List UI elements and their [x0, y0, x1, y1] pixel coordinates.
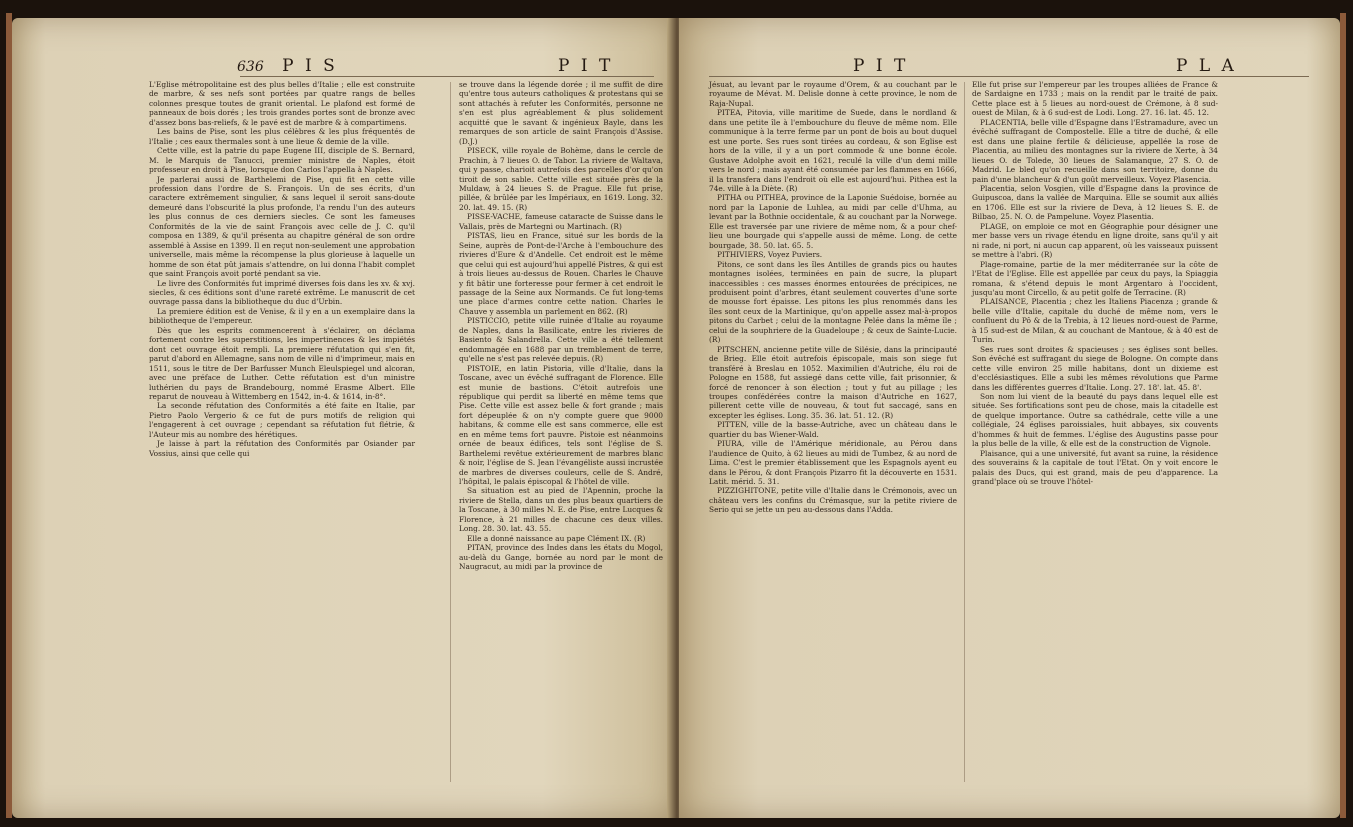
right-running-head-left: P I T [853, 56, 909, 76]
left-column-2 [459, 80, 663, 572]
book-spread [12, 8, 1342, 820]
left-col1-para: Cette ville, est la patrie du pape Eugene III, disciple de S. Bernard, M. le Marquis de Tanucci, premier ministre de Naples, étoit professeur en droit à Pise, lorsque don Carlos l'appella à Naples. [149, 146, 415, 175]
right-col1-para: PIURA, ville de l'Amérique méridionale, au Pérou dans l'audience de Quito, à 62 lieues au midi de Tumbez, & au nord de Lima. C'est le premier établissement que les Espagnols ayent eu dans le Pérou, & dont François Pizarro fit la découverte en 1531. Latit. mérid. 5. 31. [709, 439, 957, 487]
left-col1-para: Le livre des Conformités fut imprimé diverses fois dans les xv. & xvj. siecles, & ces éditions sont d'une rareté extrême. Le manuscrit de cet ouvrage passa dans la bibliotheque du duc d'Urbin. [149, 278, 415, 307]
right-col2-para: Ses rues sont droites & spacieuses ; ses églises sont belles. Son évêché est suffragant du siege de Bologne. On compte dans cette ville environ 25 mille habitans, dont un dixieme est d'ecclésiastiques. Elle a subi les mêmes révolutions que Parme dans les différentes guerres d'Italie. Long. 27. 18'. lat. 45. 8'. [972, 344, 1218, 392]
left-col2-para: PISTAS, lieu en France, situé sur les bords de la Seine, auprès de Pont-de-l'Arche à l'embouchure des rivieres d'Eure & d'Andelle. Cet endroit est le même que celui qui est aujourd'hui appellé Pistres, & qui est à trois lieues au-dessus de Rouen. Charles le Chauve y fit bâtir une forteresse pour fermer à cet endroit le passage de la Seine aux Normands. Ce fut long-tems une place d'armes contre cette nation. Charles le Chauve y assembla un parlement en 862. (R) [459, 231, 663, 316]
left-col2-para: se trouve dans la légende dorée ; il me suffit de dire qu'entre tous auteurs catholiques & protestans qui se sont attachés à refuter les Conformités, personne ne s'en est plus agréablement & plus solidement acquitté que le savant & ingénieux Bayle, dans les remarques de son article de saint François d'Assise. (D.J.) [459, 80, 663, 146]
left-col1-para: Dès que les esprits commencerent à s'éclairer, on déclama fortement contre les superstitions, les impertinences & les impiétés dont cet ouvrage étoit rempli. La premiere réfutation qui s'en fit, parut d'abord en Allemagne, sans nom de ville ni d'imprimeur, mais en 1511, sous le titre de Der Barfusser Munch Eleulspiegel und alcoran, avec une préface de Luther. Cette réfutation est d'un ministre luthérien du pays de Brandebourg, nommé Erasme Albert. Elle reparut de nouveau à Wittemberg en 1542, in-4. & 1614, in-8°. [149, 325, 415, 401]
left-folio: 636 [237, 59, 264, 75]
right-col2-para: Son nom lui vient de la beauté du pays dans lequel elle est située. Ses fortifications sont peu de chose, mais la citadelle est de quelque importance. Outre sa cathédrale, cette ville a une collégiale, 24 églises paroissiales, huit abbayes, six couvents d'hommes & huit de femmes. L'église des Augustins passe pour la plus belle de la ville, & elle est de la construction de Vignole. [972, 391, 1218, 449]
left-col1-para: La seconde réfutation des Conformités a été faite en Italie, par Pietro Paolo Vergerio & ce fut de purs motifs de religion qui l'engagerent à cet ouvrage ; cependant sa réfutation fut flétrie, & l'Auteur mis au nombre des hérétiques. [149, 401, 415, 439]
left-col1-para: Je parlerai aussi de Barthelemi de Pise, qui fit en cette ville profession dans l'ordre de S. François. Un de ses écrits, d'un caractere extrêmement singulier, & sans lequel il seroit sans-doute demeuré dans l'obscurité la plus profonde, l'a rendu l'un des auteurs les plus connus de ces derniers siecles. Ce sont les fameuses Conformités de la vie de saint François avec celle de J. C. qu'il composa en 1389, & qu'il présenta au chapitre général de son ordre assemblé à Assise en 1399. Il en reçut non-seulement une approbation universelle, mais même la récompense la plus glorieuse à laquelle un homme de son état pût jamais s'attendre, on lui donna l'habit complet que saint François avoit porté pendant sa vie. [149, 174, 415, 279]
left-col2-para: Sa situation est au pied de l'Apennin, proche la riviere de Stella, dans un des plus beaux quartiers de la Toscane, à 30 milles N. E. de Pise, entre Lucques & Florence, à 21 milles de chacune ces deux villes. Long. 28. 30. lat. 43. 55. [459, 486, 663, 534]
left-page [12, 18, 675, 818]
left-col2-para: Elle a donné naissance au pape Clément IX. (R) [467, 533, 646, 543]
left-col1-para: L'Eglise métropolitaine est des plus belles d'Italie ; elle est construite de marbre, & ses nefs sont portées par quatre rangs de belles colonnes presque toutes de granit oriental. Le plafond est formé de panneaux de bois dorés ; les trois grandes portes sont de bronze avec d'assez bons bas-reliefs, & le pavé est de marbre & à compartimens. [149, 80, 415, 127]
left-col1-para: La premiere édition est de Venise, & il y en a un exemplaire dans la bibliotheque de l'empereur. [149, 306, 415, 326]
left-col2-para: PISECK, ville royale de Bohème, dans le cercle de Prachin, à 7 lieues O. de Tabor. La riviere de Waltava, qui y passe, charioit autrefois des parcelles d'or qu'on tiroit de son sable. Cette ville est située près de la Muldaw, à 24 lieues S. de Prague. Elle fut prise, pillée, & brûlée par les Impériaux, en 1619. Long. 32. 20. lat. 49. 15. (R) [459, 146, 663, 212]
right-col1-para: PITHA ou PITHEA, province de la Laponie Suédoise, bornée au nord par la Laponie de Luhlea, au midi par celle d'Uhma, au levant par la Bothnie occidentale, & au couchant par la Norwege. Elle est traversée par une riviere de même nom, & a pour chef-lieu une bourgade qui s'appelle aussi de même. Long. de cette bourgade, 38. 50. lat. 65. 5. [709, 193, 957, 250]
left-col2-para: PITAN, province des Indes dans les états du Mogol, au-delà du Gange, bornée au nord par le mont de Naugracut, au midi par la province de [459, 543, 663, 572]
left-header-rule [240, 76, 654, 77]
right-col1-para: PITHIVIERS, Voyez Puviers. [717, 250, 823, 260]
right-col2-para: Plaisance, qui a une université, fut avant sa ruine, la résidence des souverains & la capitale de tout l'Etat. On y voit encore le palais des Ducs, qui est grand, mais de peu d'apparence. La grand'place où se trouve l'hôtel- [972, 448, 1218, 487]
right-col2-para: PLACENTIA, belle ville d'Espagne dans l'Estramadure, avec un évêché suffragant de Compostelle. Elle a titre de duché, & elle est dans une plaine fertile & délicieuse, appellée la rose de Placentia, au milieu des montagnes sur la riviere de Xerte, à 34 lieues O. de Tolede, 30 lieues de Salamanque, 27 S. O. de Madrid. Le bled qu'on recueille dans son territoire, donne du pain d'une blancheur & d'un goût merveilleux. Voyez Plasencia. [972, 117, 1218, 184]
right-column-2 [972, 80, 1218, 486]
left-col2-para: PISTICCIO, petite ville ruinée d'Italie au royaume de Naples, dans la Basilicate, entre les rivieres de Basiento & Salandrella. Cette ville a été tellement endommagée en 1688 par un tremblement de terre, qu'elle ne s'est pas relevée depuis. (R) [459, 316, 663, 364]
right-col2-para: Plage-romaine, partie de la mer méditerranée sur la côte de l'Etat de l'Eglise. Elle est appellée par ceux du pays, la Spiaggia romana, & s'étend depuis le mont Argentaro à l'occident, jusqu'au mont Circello, & au petit golfe de Terracine. (R) [972, 259, 1218, 297]
right-col2-para: Elle fut prise sur l'empereur par les troupes alliées de France & de Sardaigne en 1733 ; mais on la rendit par le traité de paix. Cette place est à 5 lieues au nord-ouest de Crémone, à 8 sud-ouest de Milan, & à 6 sud-est de Lodi. Long. 27. 16. lat. 45. 12. [972, 80, 1218, 118]
left-column-1 [149, 80, 415, 458]
left-running-head-center: P I T [558, 56, 614, 76]
right-col1-para: PIZZIGHITONE, petite ville d'Italie dans le Crémonois, avec un château vers les confins du Crémasque, sur la petite riviere de Serio qui se jette un peu au-dessous dans l'Adda. [709, 486, 957, 515]
right-col1-para: PITEA, Pitovia, ville maritime de Suede, dans le nordland & dans une petite île à l'embouchure du fleuve de même nom. Elle communique à la terre ferme par un pont de bois au bout duquel est une porte. Ses rues sont tirées au cordeau, & son Eglise est hors de la ville, il y a un port commode & une bonne école. Gustave Adolphe avoit en 1621, reculé la ville d'un demi mille vers le nord ; mais ayant été consumée par les flammes en 1666, il la transfera dans l'endroit où elle est aujourd'hui. Pithea est la 74e. ville à la Diète. (R) [709, 108, 957, 193]
right-column-divider [964, 82, 965, 782]
left-col1-para: Les bains de Pise, sont les plus célèbres & les plus fréquentés de l'Italie ; ces eaux thermales sont à une lieue & demie de la ville. [149, 127, 415, 146]
right-page [679, 18, 1340, 818]
right-col2-para: Placentia, selon Vosgien, ville d'Espagne dans la province de Guipuscoa, dans la vallée de Marquina. Elle se soumit aux alliés en 1706. Elle est sur la riviere de Deva, à 12 lieues S. E. de Bilbao, 25. N. O. de Pampelune. Voyez Plasentia. [972, 183, 1218, 222]
left-col1-para: Je laisse à part la réfutation des Conformités par Osiander par Vossius, ainsi que celle qui [149, 439, 415, 458]
left-column-divider [450, 82, 451, 782]
right-col1-para: Pitons, ce sont dans les îles Antilles de grands pics ou hautes montagnes isolées, terminées en pain de sucre, la plupart inaccessibles : ces masses énormes entourées de précipices, ne produisent point d'arbres, étant seulement couvertes d'une sorte de mousse fort épaisse. Les pitons les plus renommés dans les îles sont ceux de la Martinique, qu'on appelle assez mal-à-propos pitons du Carbet ; celui de la montagne Pelée dans la même île ; celui de la souphriere de la Guadeloupe ; & ceux de Sainte-Lucie. (R) [709, 259, 957, 345]
right-col1-para: PITTEN, ville de la basse-Autriche, avec un château dans le quartier du bas Wiener-Wald. [709, 420, 957, 439]
left-running-head [237, 56, 338, 78]
right-col2-para: PLAISANCE, Placentia ; chez les Italiens Piacenza ; grande & belle ville d'Italie, capitale du duché de même nom, vers le confluent du Pô & de la Trebia, à 12 lieues nord-ouest de Parme, à 15 sud-est de Milan, & au couchant de Mantoue, & à 40 est de Turin. [972, 297, 1218, 345]
right-running-head-right: P L A [1176, 56, 1237, 76]
right-col1-para: PITSCHEN, ancienne petite ville de Silésie, dans la principauté de Brieg. Elle étoit autrefois épiscopale, mais son siege fut transféré à Breslau en 1052. Maximilien d'Autriche, élu roi de Pologne en 1588, fut assiegé dans cette ville, fait prisonnier, & forcé de renoncer à son élection ; tout y fut au pillage ; les troupes confédérées contre la maison d'Autriche en 1627, pillerent cette ville de nouveau, & tout fut saccagé, sans en excepter les églises. Long. 35. 36. lat. 51. 12. (R) [709, 344, 957, 420]
left-col2-para: PISSE-VACHE, fameuse cataracte de Suisse dans le Vallais, près de Martegni ou Martinach. (R) [459, 212, 663, 231]
right-col2-para: PLAGE, on emploie ce mot en Géographie pour désigner une mer basse vers un rivage étendu en ligne droite, sans qu'il y ait ni rade, ni port, ni aucun cap apparent, où les vaisseaux puissent se mettre à l'abri. (R) [972, 221, 1218, 260]
left-running-head-left: P I S [282, 56, 338, 76]
right-header-rule [709, 76, 1309, 77]
right-cover-edge [1340, 13, 1346, 818]
right-column-1 [709, 80, 957, 515]
right-col1-para: Jésuat, au levant par le royaume d'Orem, & au couchant par le royaume de Mévat. M. Delisle donne à cette province, le nom de Raja-Nupal. [709, 80, 957, 108]
left-col2-para: PISTOIE, en latin Pistoria, ville d'Italie, dans la Toscane, avec un évêché suffragant de Florence. Elle est munie de bastions. C'étoit autrefois une république qui perdit sa liberté en même tems que Pise. Cette ville est assez belle & fort grande ; mais fort dépeuplée & on n'y compte guere que 9000 habitans, & comme elle est sans commerce, elle est en en même tems fort pauvre. Pistoie est néanmoins ornée de beaux édifices, tels sont l'église de S. Barthelemi revêtue extérieurement de marbres blanc & noir, l'église de S. Jean l'évangéliste aussi incrustée de marbres de diverses couleurs, celle de S. André, l'hôpital, le palais épiscopal & l'hôtel de ville. [459, 363, 663, 487]
